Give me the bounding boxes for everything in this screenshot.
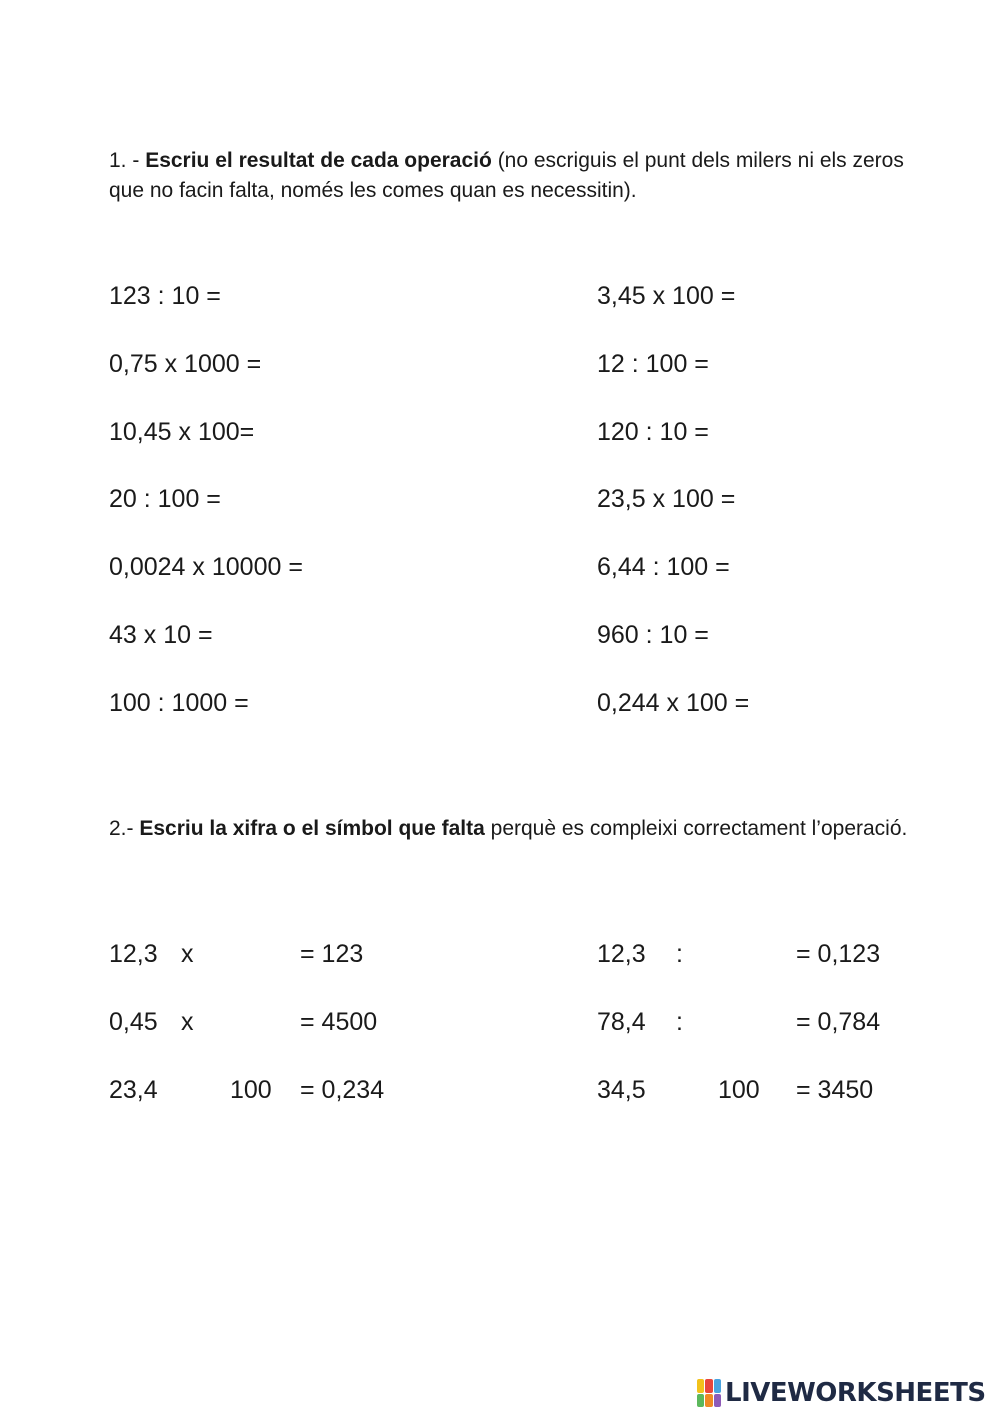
result: = 0,784 bbox=[796, 1008, 881, 1036]
exercise-1-right-5: 6,44 : 100 = bbox=[597, 553, 730, 581]
exercise-1-right-4: 23,5 x 100 = bbox=[597, 485, 736, 513]
operator: : bbox=[676, 940, 683, 968]
exercise-2-left-1 bbox=[109, 939, 509, 969]
operator: : bbox=[676, 1008, 683, 1036]
liveworksheets-logo-icon bbox=[697, 1379, 721, 1407]
operand: 78,4 bbox=[597, 1008, 646, 1036]
brand-name: LIVEWORKSHEETS bbox=[725, 1378, 986, 1408]
result: = 0,234 bbox=[300, 1076, 385, 1104]
middle-value: 100 bbox=[718, 1076, 760, 1104]
section-1-number: 1. - bbox=[109, 149, 140, 172]
exercise-2-left-3 bbox=[109, 1075, 509, 1105]
logo-square bbox=[697, 1394, 704, 1408]
logo-square bbox=[697, 1379, 704, 1393]
exercise-1-right-1: 3,45 x 100 = bbox=[597, 282, 736, 310]
exercise-2-right-3 bbox=[597, 1075, 977, 1105]
result: = 3450 bbox=[796, 1076, 874, 1104]
exercise-2-right-2 bbox=[597, 1007, 977, 1037]
operand: 34,5 bbox=[597, 1076, 646, 1104]
logo-square bbox=[705, 1394, 712, 1408]
result: = 123 bbox=[300, 940, 364, 968]
exercise-1-left-2: 0,75 x 1000 = bbox=[109, 350, 262, 378]
exercise-1-right-6: 960 : 10 = bbox=[597, 621, 709, 649]
logo-square bbox=[714, 1394, 721, 1408]
section-1-bold-instruction: Escriu el resultat de cada operació bbox=[145, 149, 492, 172]
exercise-1-left-7: 100 : 1000 = bbox=[109, 689, 249, 717]
logo-square bbox=[714, 1379, 721, 1393]
exercise-1-right-7: 0,244 x 100 = bbox=[597, 689, 750, 717]
exercise-1-right-3: 120 : 10 = bbox=[597, 418, 709, 446]
operand: 12,3 bbox=[109, 940, 158, 968]
operand: 0,45 bbox=[109, 1008, 158, 1036]
section-2-bold-instruction: Escriu la xifra o el símbol que falta bbox=[139, 817, 485, 840]
middle-value: 100 bbox=[230, 1076, 272, 1104]
exercise-2-left-2 bbox=[109, 1007, 509, 1037]
exercise-1-left-6: 43 x 10 = bbox=[109, 621, 213, 649]
exercise-1-right-2: 12 : 100 = bbox=[597, 350, 709, 378]
operator: x bbox=[181, 940, 194, 968]
section-2-number: 2.- bbox=[109, 817, 134, 840]
section-2-instructions bbox=[109, 814, 939, 844]
liveworksheets-logo[interactable] bbox=[697, 1376, 986, 1410]
logo-square bbox=[705, 1379, 712, 1393]
section-2-note: perquè es compleixi correctament l’operació. bbox=[490, 817, 908, 840]
operator: x bbox=[181, 1008, 194, 1036]
exercise-1-left-4: 20 : 100 = bbox=[109, 485, 221, 513]
section-1-note: (no escriguis el punt dels milers ni els zeros que no facin falta, només les comes quan es necessitin). bbox=[109, 149, 904, 202]
exercise-1-left-3: 10,45 x 100= bbox=[109, 418, 255, 446]
exercise-2-right-1 bbox=[597, 939, 977, 969]
result: = 4500 bbox=[300, 1008, 378, 1036]
operand: 12,3 bbox=[597, 940, 646, 968]
section-1-instructions bbox=[109, 146, 939, 206]
exercise-1-left-5: 0,0024 x 10000 = bbox=[109, 553, 303, 581]
operand: 23,4 bbox=[109, 1076, 158, 1104]
result: = 0,123 bbox=[796, 940, 881, 968]
exercise-1-left-1: 123 : 10 = bbox=[109, 282, 221, 310]
